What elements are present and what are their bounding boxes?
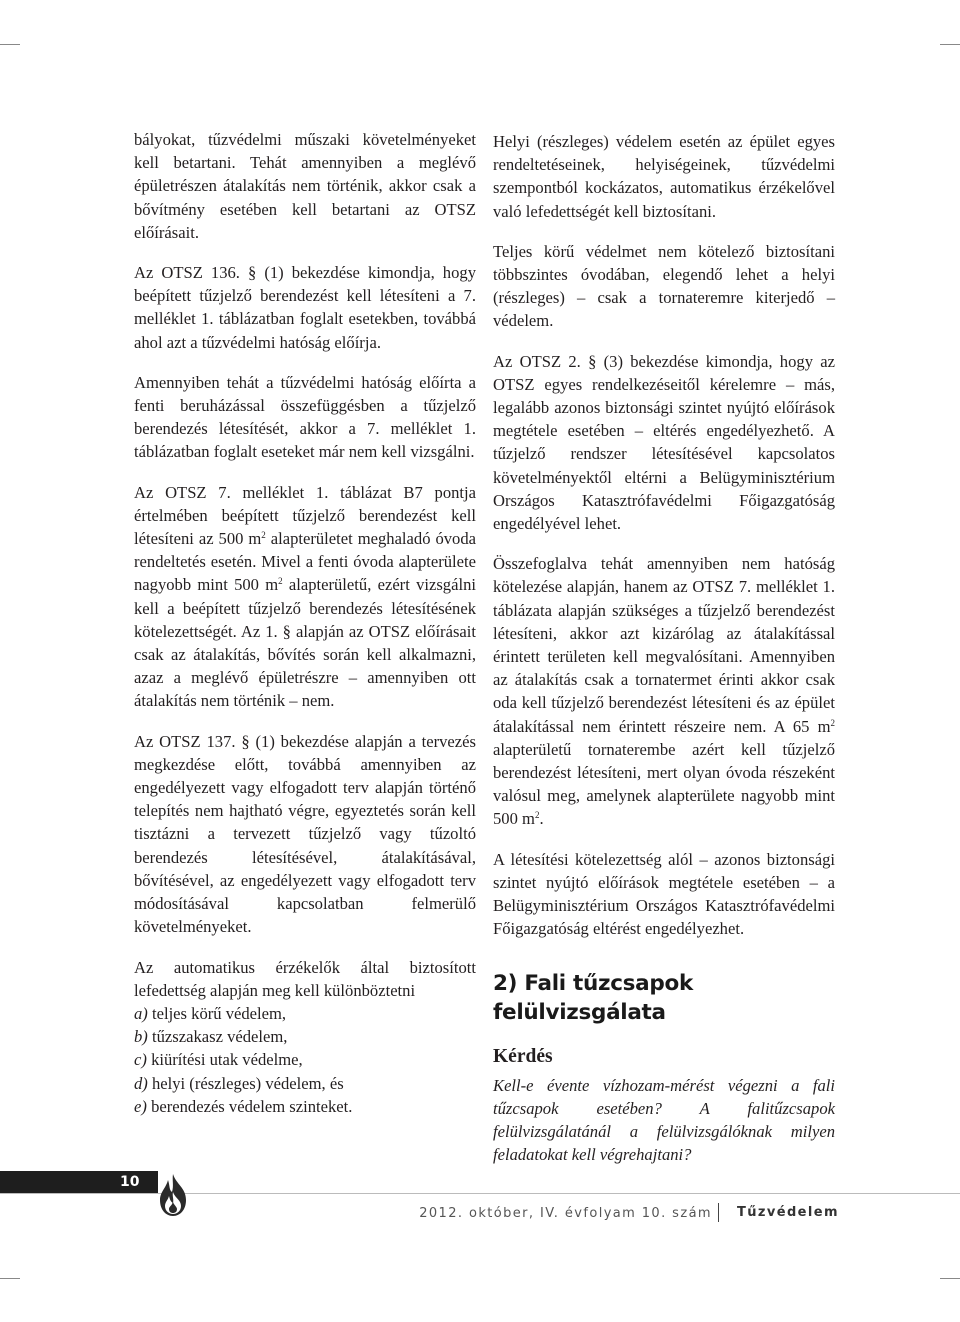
- list-text: berendezés védelem szinteket.: [151, 1096, 353, 1116]
- superscript: 2: [261, 530, 266, 541]
- text-run: alapterületet meghaladó óvoda rendeltetés esetén. Mivel a fenti óvoda alapterülete nagyobb mint 500 m: [134, 529, 477, 595]
- list-item: [134, 1048, 476, 1071]
- superscript: 2: [278, 576, 283, 587]
- superscript: 2: [534, 810, 540, 821]
- sub-heading: Kérdés: [493, 1045, 553, 1067]
- paragraph: Amennyiben tehát a tűzvédelmi hatóság előírta a fenti beruházással összefüggésben a tűzjelző berendezés létesítését, akkor a 7. melléklet 1. táblázatban foglalt eseteket már nem kell vizsgálni.: [134, 372, 476, 462]
- paragraph: [493, 552, 835, 830]
- list-label: c): [134, 1050, 147, 1070]
- crop-mark: [0, 1278, 20, 1279]
- list-text: teljes körű védelem,: [151, 1003, 287, 1023]
- superscript: 2: [830, 717, 835, 728]
- crop-mark: [940, 44, 960, 45]
- page-number: 10: [120, 1174, 140, 1190]
- paragraph: Az OTSZ 2. § (3) bekezdése kimondja, hogy az OTSZ egyes rendelkezéseitől kérelemre – más, legalább azonos biztonsági szintet nyújtó előírások megtétele esetében – eltérés engedélyezhető. A tűzjelző rendszer létesítésével kapcsolatos követelményektől eltérni a Belügyminisztérium Országos Katasztrófavédelmi Főigazgatóság engedélyével lehet.: [493, 351, 835, 534]
- text-run: alapterületű tornaterembe azért kell tűzjelző berendezést létesíteni, mert olyan óvoda részeként valósul meg, amelynek alapterülete nagyobb mint 500 m: [493, 739, 835, 829]
- footer-magazine-title: Tűzvédelem: [737, 1205, 839, 1220]
- crop-mark: [940, 1278, 960, 1279]
- list-label: b): [134, 1027, 148, 1047]
- paragraph: Az automatikus érzékelők által biztosított lefedettség alapján meg kell különböztetni: [134, 957, 476, 1000]
- paragraph: Helyi (részleges) védelem esetén az épület egyes rendeltetéseinek, helyiségeinek, tűzvédelmi szempontból kockázatos, automatikus érzékelővel való lefedettségét kell biztosítani.: [493, 132, 835, 221]
- footer-rule: [0, 1193, 960, 1194]
- list-item: [134, 1025, 476, 1048]
- paragraph: bályokat, tűzvédelmi műszaki követelményeket kell betartani. Tehát amennyiben a meglévő épületrészen átalakítás nem történik, akkor csak a bővítmény esetében kell betartani az OTSZ előírásait.: [134, 130, 476, 242]
- coverage-list: [134, 1002, 476, 1118]
- crop-mark: [0, 44, 20, 45]
- list-text: kiürítési utak védelme,: [151, 1050, 303, 1070]
- list-text: helyi (részleges) védelem, és: [151, 1073, 344, 1093]
- text-run: Összefoglalva tehát amennyiben nem hatóság kötelezése alapján, hanem az OTSZ 7. melléklet 1. táblázata alapján szükséges a tűzjelző berendezést létesíteni, akkor azt kizárólag az átalakítással érintett területen kell megvalósítani. Amennyiben az átalakítás csak a tornatermet érinti akkor csak oda kell tűzjelző berendezést létesíteni és az épület átalakítással nem érintett részeire nem. A 65 m: [493, 554, 835, 736]
- text-run: .: [539, 809, 544, 829]
- footer-separator: [718, 1203, 719, 1222]
- text-run: Az OTSZ 7. melléklet 1. táblázat B7 pontja értelmében beépített tűzjelző berendezést kell létesíteni az 500 m: [134, 482, 476, 549]
- list-item: [134, 1002, 476, 1025]
- list-label: d): [134, 1073, 148, 1093]
- footer-issue: 2012. október, IV. évfolyam 10. szám: [419, 1206, 712, 1221]
- list-text: tűzszakasz védelem,: [151, 1027, 288, 1047]
- question-text: Kell-e évente vízhozam-mérést végezni a fali tűzcsapok esetében? A falitűzcsapok felülvizsgálatánál a felülvizsgálóknak milyen feladatokat kell végrehajtani?: [493, 1075, 835, 1165]
- left-column: [134, 128, 476, 1118]
- list-label: a): [134, 1003, 148, 1023]
- paragraph: [134, 481, 476, 713]
- text-run: alapterületű, ezért vizsgálni kell a beépített tűzjelző berendezés létesítésének kötelezettségét. Az 1. § alapján az OTSZ előírásait csak az átalakítás, bővítés során kell alkalmazni, azaz a meglévő épületrészre – amennyiben ott átalakítás nem történik – nem.: [134, 575, 476, 711]
- paragraph: A létesítési kötelezettség alól – azonos biztonsági szintet nyújtó előírások megtétele esetében – a Belügyminisztérium Országos Katasztrófavédelmi Főigazgatóság eltérést engedélyezhet.: [493, 849, 835, 939]
- right-column: [493, 130, 835, 1184]
- paragraph: Az OTSZ 136. § (1) bekezdése kimondja, hogy beépített tűzjelző berendezést kell létesíteni a 7. melléklet 1. táblázatban foglalt esetekben, továbbá ahol azt a tűzvédelmi hatóság előírja.: [134, 263, 476, 352]
- section-heading: 2) Fali tűzcsapok felülvizsgálata: [493, 970, 693, 1025]
- paragraph: Az OTSZ 137. § (1) bekezdése alapján a tervezés megkezdése előtt, továbbá amennyiben az engedélyezett vagy elfogadott terv alapján történő telepítés nem hajtható végre, egyeztetés során kell tisztázni a tervezett tűzjelző vagy tűzoltó berendezés létesítésével, átalakításával, bővítésével, az engedélyezett vagy elfogadott terv módosításával kapcsolatban felmerülő követelményeket.: [134, 731, 476, 937]
- list-label: e): [134, 1096, 147, 1116]
- paragraph: Teljes körű védelmet nem kötelező biztosítani többszintes óvodában, elegendő lehet a helyi (részleges) – csak a tornateremre kiterjedő – védelem.: [493, 241, 835, 331]
- flame-icon: [156, 1172, 190, 1218]
- list-item: [134, 1072, 476, 1095]
- list-item: [134, 1095, 476, 1118]
